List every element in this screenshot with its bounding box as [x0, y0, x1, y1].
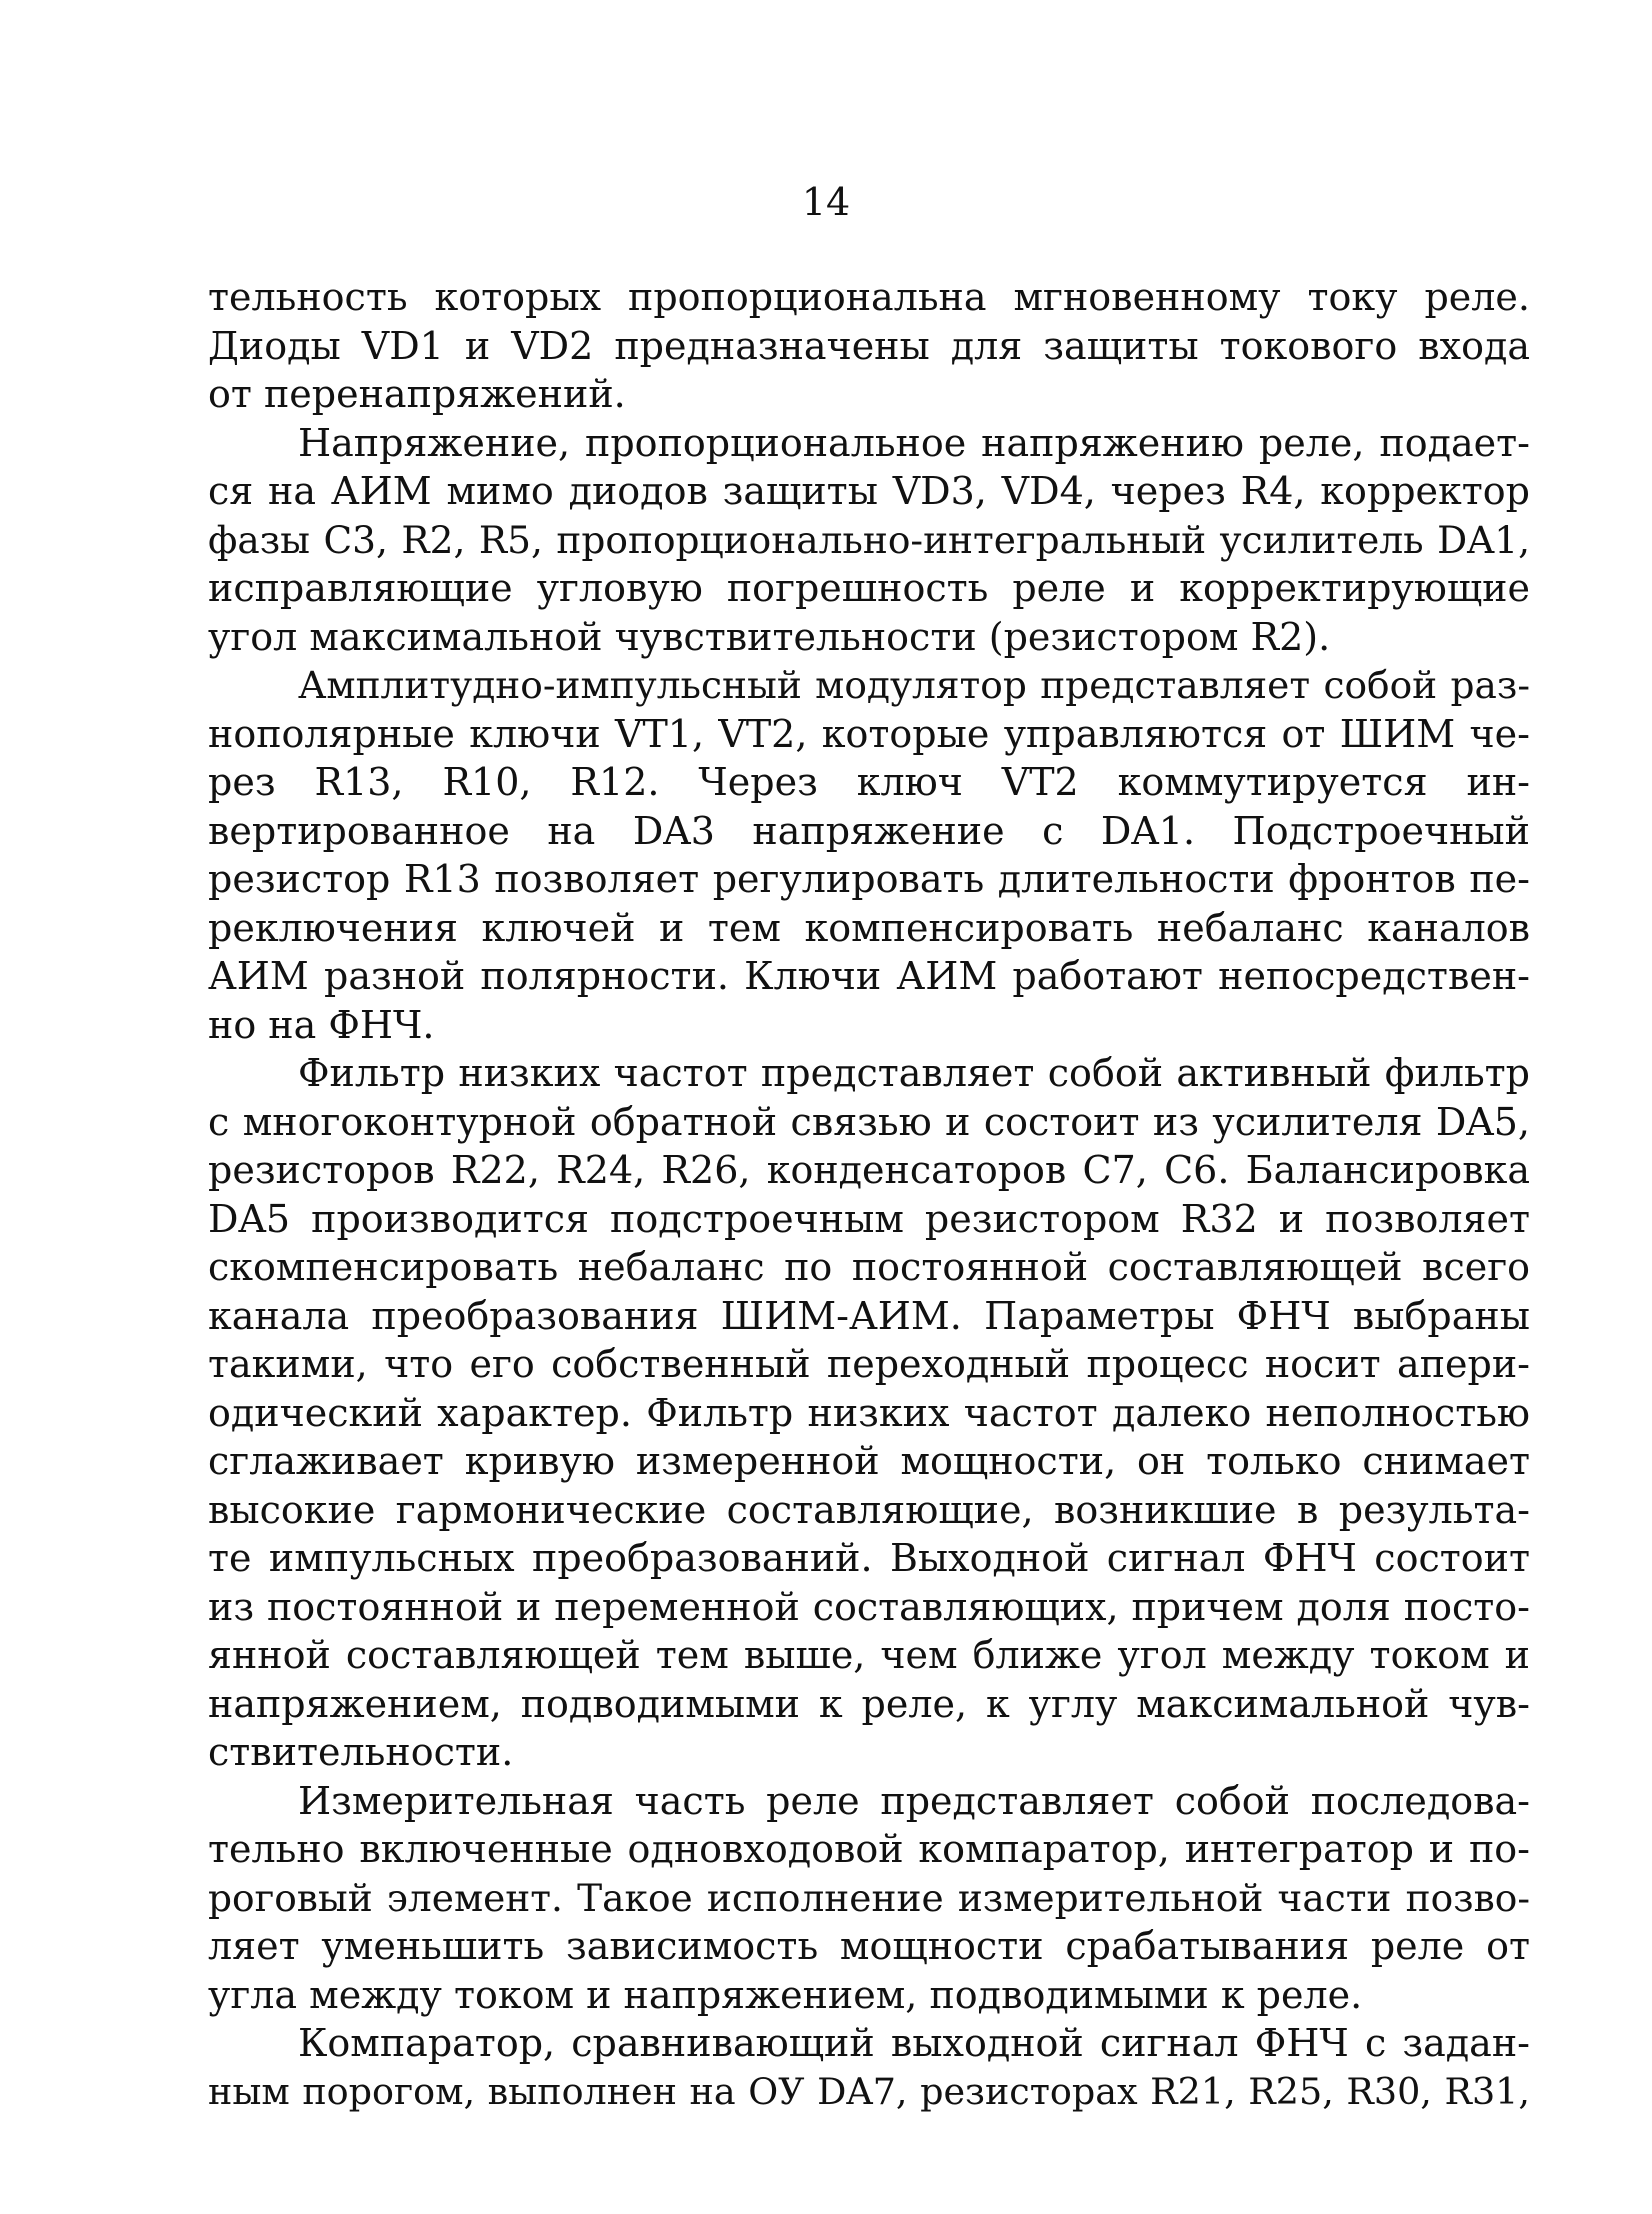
text-line: роговый элемент. Такое исполнение измерительной части позво-: [208, 1875, 1530, 1920]
text-line: АИМ разной полярности. Ключи АИМ работают непосредствен-: [208, 954, 1530, 998]
paragraph: [208, 1777, 1530, 2020]
text-line: такими, что его собственный переходный процесс носит апери-: [208, 1342, 1530, 1386]
text-line: высокие гармонические составляющие, возникшие в результа-: [208, 1487, 1530, 1532]
text-line: от перенапряжений.: [208, 372, 626, 416]
paragraph: [208, 1049, 1530, 1777]
text-line: исправляющие угловую погрешность реле и корректирующие: [208, 566, 1530, 610]
paragraph: [208, 419, 1530, 662]
text-line: Фильтр низких частот представляет собой активный фильтр: [298, 1051, 1530, 1095]
text-line: резисторов R22, R24, R26, конденсаторов С7, С6. Балансировка: [208, 1148, 1530, 1192]
paragraph: [208, 2019, 1530, 2116]
text-line: но на ФНЧ.: [208, 1002, 435, 1047]
text-line: канала преобразования ШИМ-АИМ. Параметры ФНЧ выбраны: [208, 1293, 1530, 1338]
text-line: угла между током и напряжением, подводимыми к реле.: [208, 1972, 1363, 2017]
text-line: тельность которых пропорциональна мгновенному току реле.: [208, 275, 1530, 319]
text-line: с многоконтурной обратной связью и состоит из усилителя DA5,: [208, 1099, 1530, 1144]
text-line: нополярные ключи VT1, VT2, которые управляются от ШИМ че-: [208, 711, 1530, 756]
text-line: ствительности.: [208, 1730, 514, 1774]
page-number: 14: [801, 180, 851, 224]
text-line: скомпенсировать небаланс по постоянной составляющей всего: [208, 1245, 1530, 1289]
text-line: те импульсных преобразований. Выходной сигнал ФНЧ состоит: [208, 1536, 1530, 1580]
text-line: реключения ключей и тем компенсировать небаланс каналов: [208, 905, 1530, 950]
text-line: ляет уменьшить зависимость мощности срабатывания реле от: [208, 1924, 1530, 1968]
text-line: напряжением, подводимыми к реле, к углу максимальной чув-: [208, 1681, 1530, 1726]
text-body: [208, 273, 1530, 2116]
text-line: Амплитудно-импульсный модулятор представляет собой раз-: [298, 663, 1530, 707]
text-line: ся на АИМ мимо диодов защиты VD3, VD4, через R4, корректор: [208, 469, 1530, 513]
text-line: одический характер. Фильтр низких частот далеко неполностью: [208, 1390, 1530, 1435]
text-line: янной составляющей тем выше, чем ближе угол между током и: [208, 1633, 1530, 1677]
text-line: рез R13, R10, R12. Через ключ VT2 коммутируется ин-: [208, 760, 1530, 804]
text-line: ным порогом, выполнен на ОУ DA7, резисторах R21, R25, R30, R31,: [208, 2069, 1530, 2113]
text-line: тельно включенные одновходовой компаратор, интегратор и по-: [208, 1827, 1530, 1871]
text-line: резистор R13 позволяет регулировать длительности фронтов пе-: [208, 857, 1530, 901]
paragraph: [208, 661, 1530, 1049]
text-line: Компаратор, сравнивающий выходной сигнал ФНЧ с задан-: [298, 2021, 1530, 2065]
text-line: угол максимальной чувствительности (резистором R2).: [208, 614, 1331, 659]
text-line: Напряжение, пропорциональное напряжению реле, подает-: [298, 420, 1530, 465]
text-line: из постоянной и переменной составляющих, причем доля посто-: [208, 1584, 1530, 1629]
text-line: Измерительная часть реле представляет собой последова-: [298, 1778, 1530, 1823]
text-line: DA5 производится подстроечным резистором R32 и позволяет: [208, 1196, 1530, 1241]
text-line: Диоды VD1 и VD2 предназначены для защиты токового входа: [208, 323, 1530, 368]
paragraph: [208, 273, 1530, 419]
text-line: сглаживает кривую измеренной мощности, он только снимает: [208, 1439, 1530, 1483]
text-line: фазы С3, R2, R5, пропорционально-интегральный усилитель DA1,: [208, 517, 1530, 562]
text-line: вертированное на DA3 напряжение с DA1. Подстроечный: [208, 808, 1530, 853]
